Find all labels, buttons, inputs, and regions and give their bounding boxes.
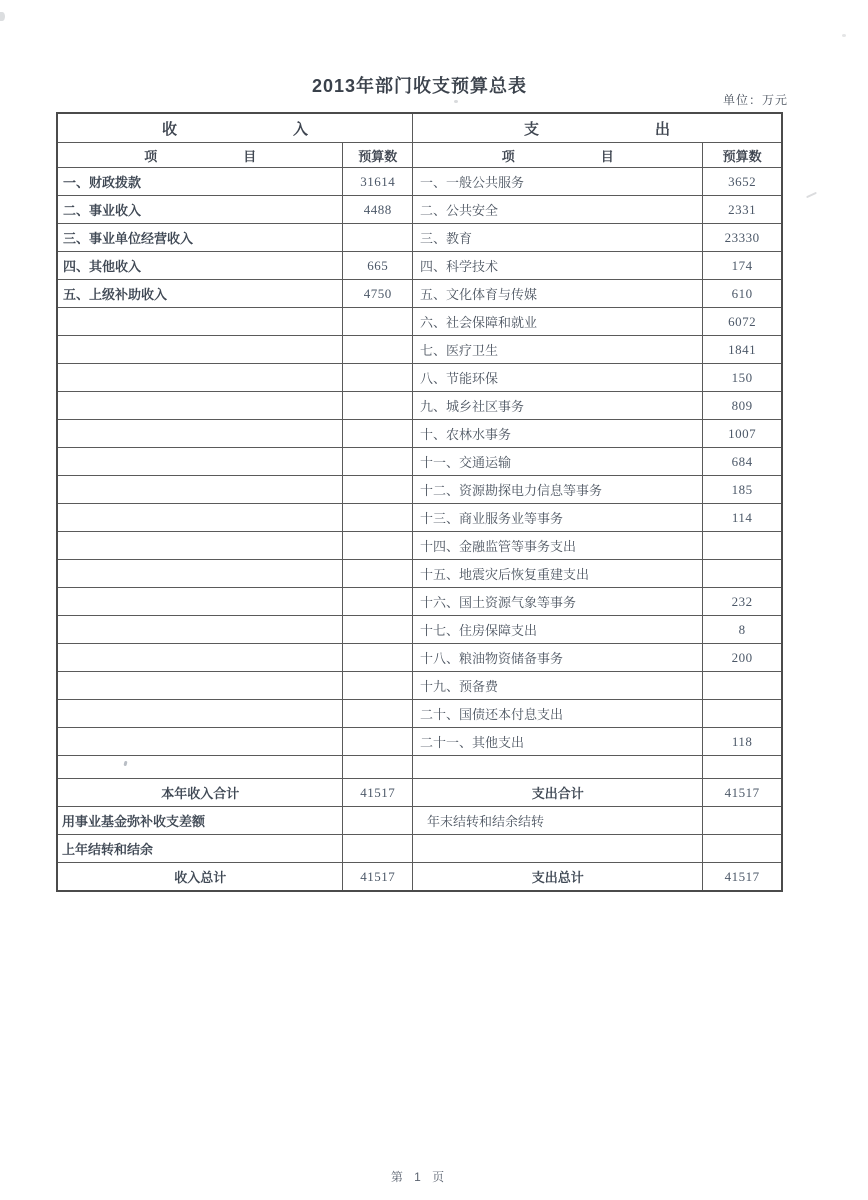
header-char: 目 <box>243 148 257 164</box>
income-budget-value <box>343 532 413 559</box>
expense-item-label: 六、社会保障和就业 <box>413 308 703 335</box>
expense-item-label: 十二、资源勘探电力信息等事务 <box>413 476 703 503</box>
summary-row <box>58 807 781 835</box>
table-row <box>58 616 781 644</box>
income-summary-value: 41517 <box>343 863 413 890</box>
income-summary-label: 用事业基金弥补收支差额 <box>58 807 343 834</box>
income-item-label <box>58 560 343 587</box>
expense-item-label: 八、节能环保 <box>413 364 703 391</box>
income-item-label: 五、上级补助收入 <box>58 280 343 307</box>
expense-item-label: 三、教育 <box>413 224 703 251</box>
table-row <box>58 308 781 336</box>
expense-budget-value: 23330 <box>724 229 760 245</box>
income-item-label <box>58 392 343 419</box>
expense-item-header <box>413 143 703 167</box>
expense-summary-value: 41517 <box>724 784 760 800</box>
expense-budget-value: 174 <box>731 257 753 273</box>
income-item-label <box>58 616 343 643</box>
income-budget-value <box>343 420 413 447</box>
expense-budget-header: 预算数 <box>722 148 762 164</box>
expense-budget-value: 684 <box>731 453 753 469</box>
header-char: 项 <box>501 148 515 164</box>
budget-table <box>56 112 783 892</box>
expense-summary-label <box>413 835 703 862</box>
income-item-label <box>58 700 343 727</box>
document-title: 2013年部门收支预算总表 <box>311 76 528 96</box>
income-budget-value <box>343 700 413 727</box>
income-item-label <box>58 336 343 363</box>
expense-budget-value <box>703 560 781 587</box>
expense-budget-value: 232 <box>731 593 753 609</box>
table-row <box>58 672 781 700</box>
income-budget-value <box>343 364 413 391</box>
expense-budget-value: 114 <box>731 509 753 525</box>
income-summary-value <box>343 807 413 834</box>
expense-budget-value: 6072 <box>728 313 757 329</box>
expense-budget-value <box>703 756 781 778</box>
income-item-label <box>58 420 343 447</box>
table-row <box>58 644 781 672</box>
income-item-label <box>58 532 343 559</box>
table-row <box>58 504 781 532</box>
header-char: 目 <box>600 148 614 164</box>
expense-item-label: 四、科学技术 <box>413 252 703 279</box>
header-char: 出 <box>654 120 670 138</box>
table-row <box>58 588 781 616</box>
expense-item-label <box>413 756 703 778</box>
expense-item-label: 十一、交通运输 <box>413 448 703 475</box>
expense-budget-value: 8 <box>738 621 746 637</box>
expense-summary-value <box>703 807 781 834</box>
table-row <box>58 336 781 364</box>
income-item-header <box>58 143 343 167</box>
expense-budget-value: 610 <box>731 285 753 301</box>
expense-summary-label: 支出合计 <box>413 779 703 806</box>
table-row <box>58 224 781 252</box>
income-summary-value: 41517 <box>343 779 413 806</box>
income-item-label <box>58 588 343 615</box>
table-row <box>58 476 781 504</box>
expense-item-label: 二十一、其他支出 <box>413 728 703 755</box>
summary-row <box>58 835 781 863</box>
header-char: 项 <box>144 148 158 164</box>
expense-item-label: 二、公共安全 <box>413 196 703 223</box>
section-header-row <box>58 114 781 143</box>
expense-budget-value <box>703 672 781 699</box>
income-section-header <box>58 114 413 142</box>
income-budget-value <box>343 560 413 587</box>
income-item-label <box>58 756 343 778</box>
expense-item-label: 五、文化体育与传媒 <box>413 280 703 307</box>
empty-row <box>58 756 781 779</box>
expense-budget-value: 200 <box>731 649 753 665</box>
unit-label: 单位：万元 <box>722 93 788 107</box>
table-row <box>58 364 781 392</box>
table-body <box>58 168 781 890</box>
expense-item-label: 十八、粮油物资储备事务 <box>413 644 703 671</box>
summary-row <box>58 863 781 890</box>
table-row <box>58 168 781 196</box>
income-budget-value <box>343 392 413 419</box>
scan-artifact <box>806 192 817 198</box>
expense-item-label: 七、医疗卫生 <box>413 336 703 363</box>
header-char: 支 <box>523 120 539 138</box>
income-budget-value <box>343 336 413 363</box>
expense-budget-value: 1007 <box>728 425 757 441</box>
income-budget-value <box>343 644 413 671</box>
income-item-label <box>58 728 343 755</box>
income-budget-value <box>343 672 413 699</box>
income-budget-value: 665 <box>343 252 413 279</box>
income-budget-value <box>343 588 413 615</box>
income-item-label: 三、事业单位经营收入 <box>58 224 343 251</box>
expense-item-label: 十六、国土资源气象等事务 <box>413 588 703 615</box>
income-item-label <box>58 476 343 503</box>
income-item-label <box>58 644 343 671</box>
header-char: 收 <box>161 120 177 138</box>
expense-budget-value: 150 <box>731 369 753 385</box>
column-header-row <box>58 143 781 168</box>
expense-item-label: 九、城乡社区事务 <box>413 392 703 419</box>
table-row <box>58 560 781 588</box>
income-budget-value <box>343 224 413 251</box>
table-row <box>58 448 781 476</box>
table-row <box>58 728 781 756</box>
expense-section-header <box>413 114 781 142</box>
expense-budget-value: 2331 <box>728 201 757 217</box>
income-item-label: 一、财政拨款 <box>58 168 343 195</box>
expense-item-label: 十七、住房保障支出 <box>413 616 703 643</box>
table-row <box>58 392 781 420</box>
expense-summary-label: 支出总计 <box>413 863 703 890</box>
expense-budget-value: 118 <box>731 733 753 749</box>
income-summary-label: 收入总计 <box>58 863 343 890</box>
income-budget-value <box>343 476 413 503</box>
expense-item-label: 十四、金融监管等事务支出 <box>413 532 703 559</box>
income-budget-value: 4488 <box>343 196 413 223</box>
expense-item-label: 一、一般公共服务 <box>413 168 703 195</box>
income-summary-label: 本年收入合计 <box>58 779 343 806</box>
expense-item-label: 十九、预备费 <box>413 672 703 699</box>
header-char: 入 <box>292 120 308 138</box>
income-budget-value <box>343 756 413 778</box>
table-row <box>58 420 781 448</box>
income-summary-value <box>343 835 413 862</box>
page-number: 第 1 页 <box>390 1170 449 1184</box>
scan-artifact <box>0 12 5 21</box>
expense-budget-value <box>703 532 781 559</box>
table-row <box>58 280 781 308</box>
income-budget-value: 4750 <box>343 280 413 307</box>
table-row <box>58 700 781 728</box>
income-item-label <box>58 364 343 391</box>
income-budget-value <box>343 616 413 643</box>
scan-artifact <box>454 100 458 103</box>
expense-budget-value <box>703 700 781 727</box>
income-budget-value: 31614 <box>343 168 413 195</box>
table-row <box>58 252 781 280</box>
income-item-label <box>58 308 343 335</box>
summary-row <box>58 779 781 807</box>
expense-item-label: 十、农林水事务 <box>413 420 703 447</box>
income-budget-value <box>343 448 413 475</box>
income-budget-value <box>343 728 413 755</box>
expense-summary-label: 年末结转和结余结转 <box>413 807 703 834</box>
income-budget-value <box>343 504 413 531</box>
expense-summary-value: 41517 <box>724 868 760 884</box>
expense-item-label: 二十、国债还本付息支出 <box>413 700 703 727</box>
expense-budget-value: 185 <box>731 481 753 497</box>
expense-item-label: 十五、地震灾后恢复重建支出 <box>413 560 703 587</box>
expense-budget-value: 3652 <box>728 173 757 189</box>
income-item-label <box>58 504 343 531</box>
expense-item-label: 十三、商业服务业等事务 <box>413 504 703 531</box>
income-budget-header: 预算数 <box>343 143 413 167</box>
expense-budget-value: 1841 <box>728 341 757 357</box>
income-item-label <box>58 448 343 475</box>
income-summary-label: 上年结转和结余 <box>58 835 343 862</box>
expense-budget-value: 809 <box>731 397 753 413</box>
table-row <box>58 196 781 224</box>
income-item-label: 二、事业收入 <box>58 196 343 223</box>
income-item-label <box>58 672 343 699</box>
expense-summary-value <box>703 835 781 862</box>
table-row <box>58 532 781 560</box>
income-item-label: 四、其他收入 <box>58 252 343 279</box>
income-budget-value <box>343 308 413 335</box>
scan-artifact <box>842 34 846 37</box>
